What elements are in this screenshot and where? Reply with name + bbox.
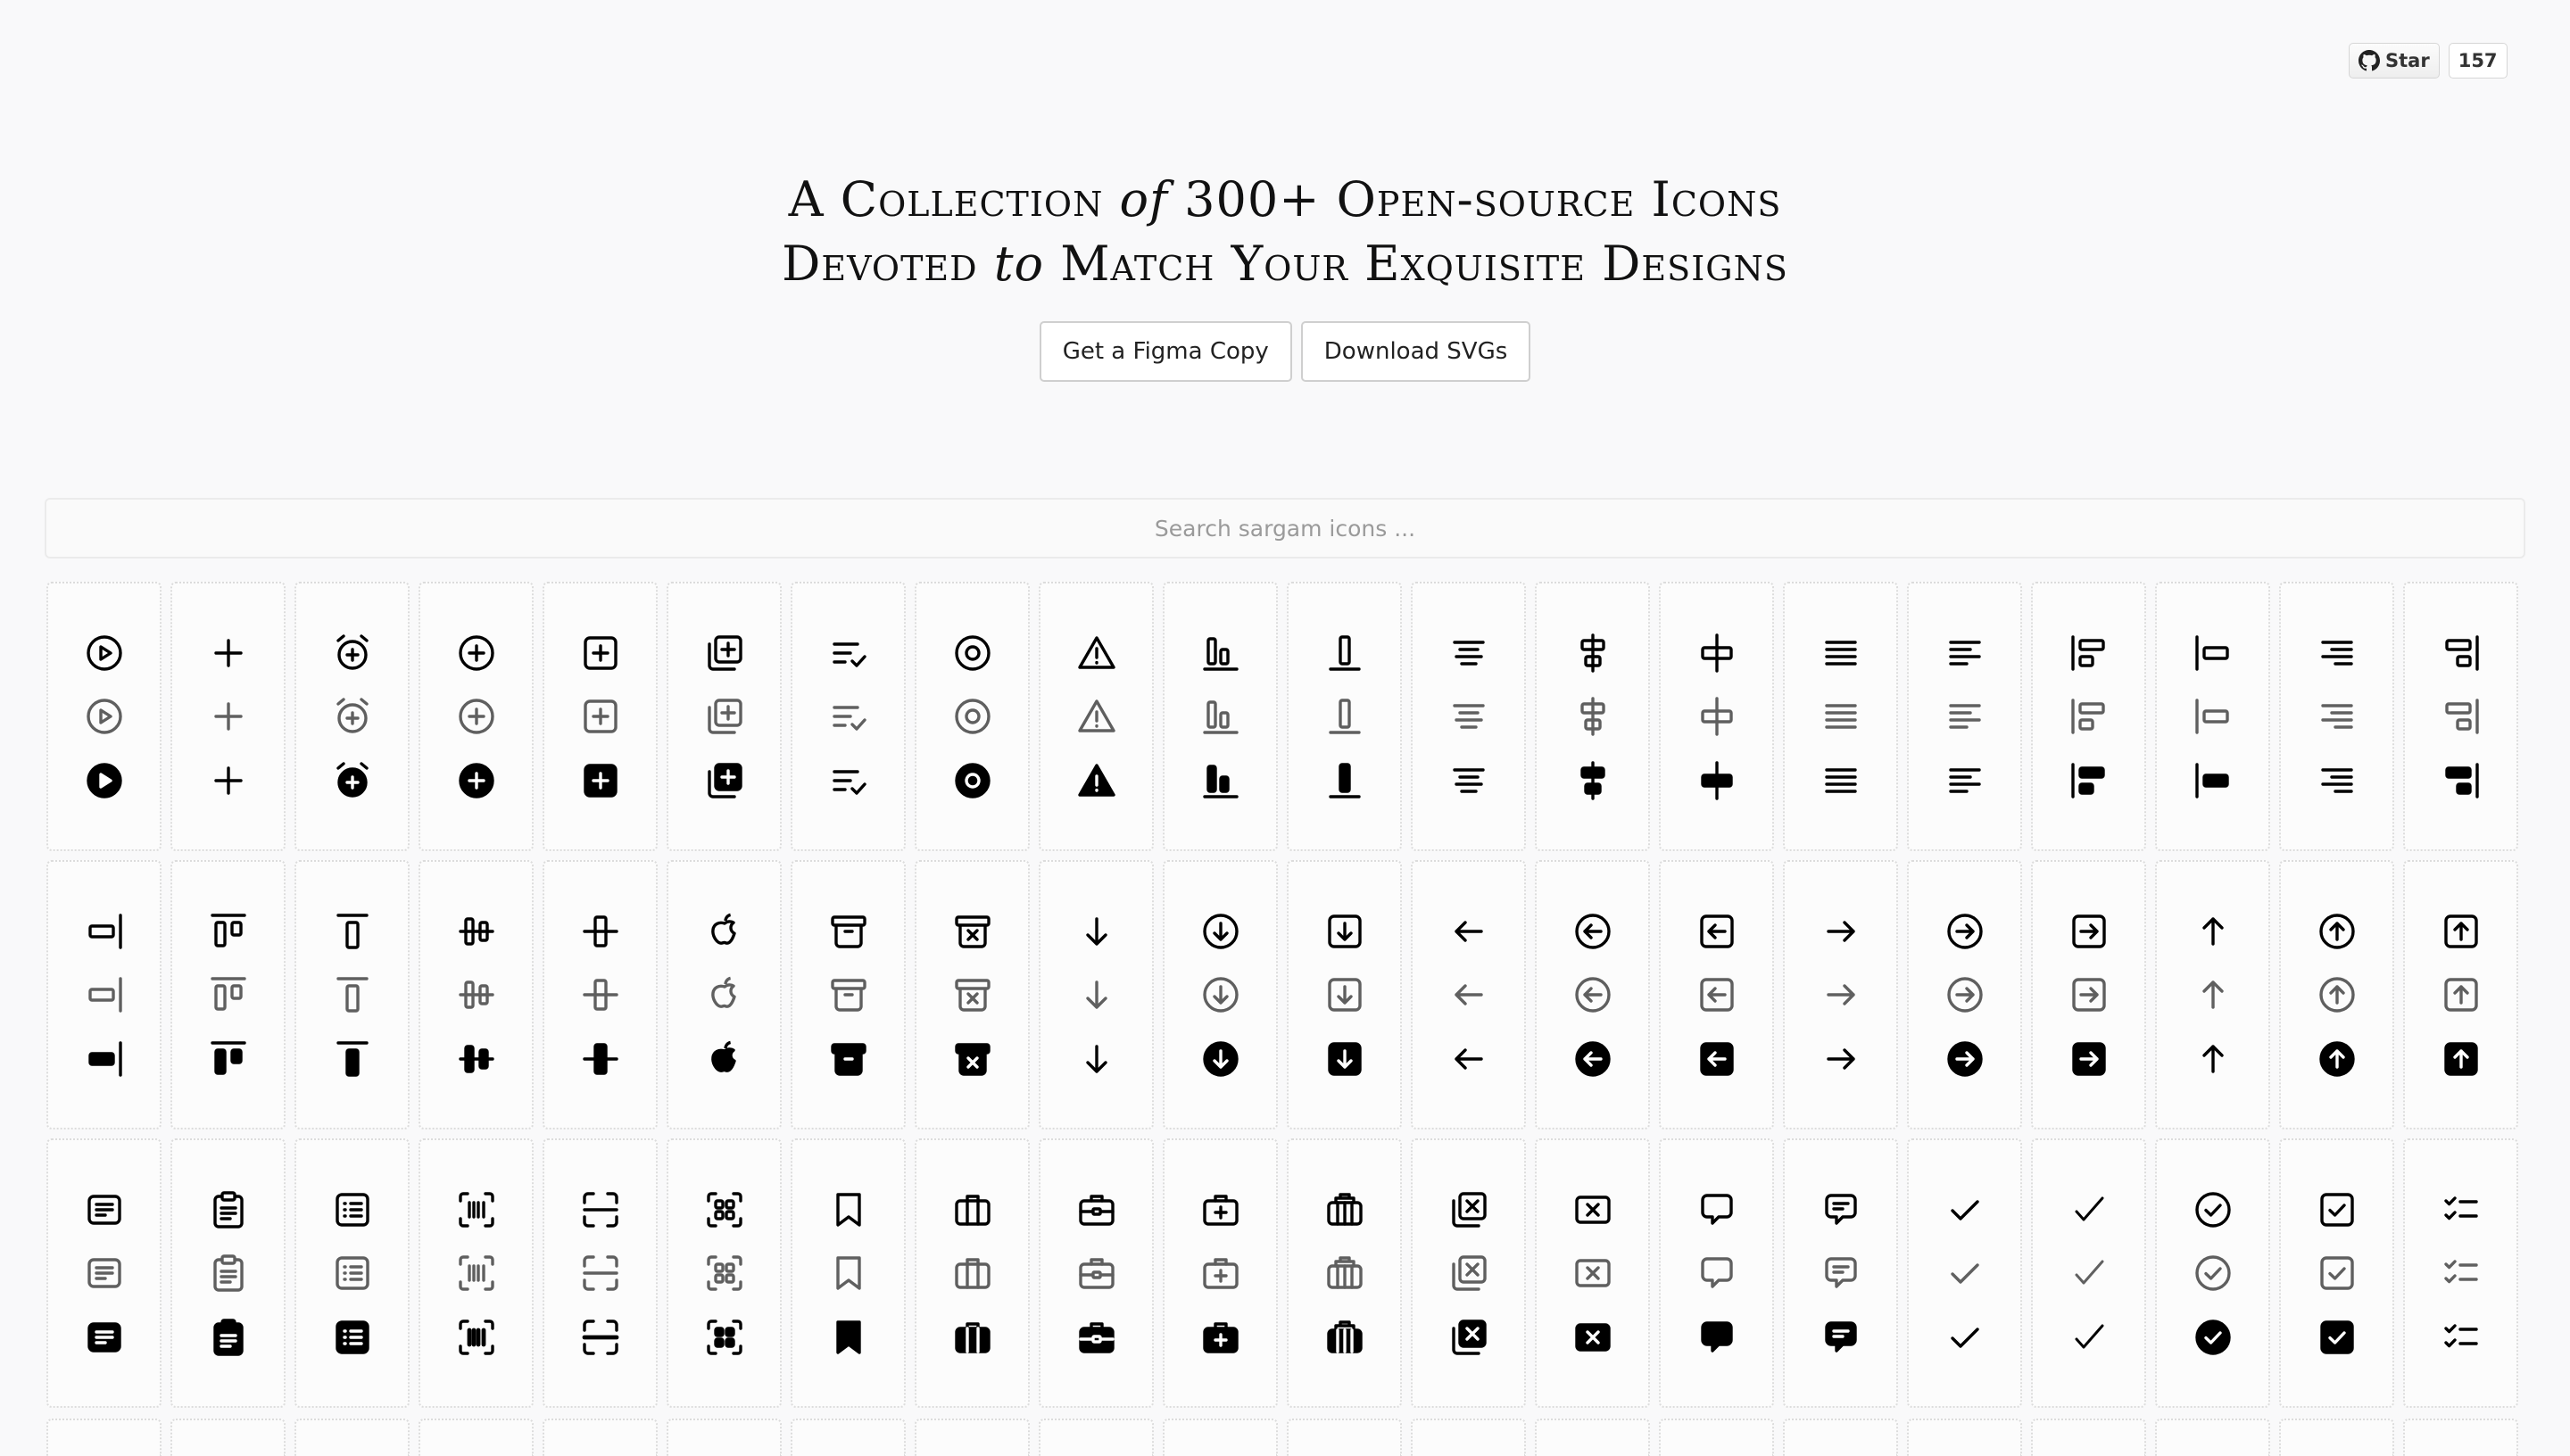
- arrow-right-square-icon: [2068, 910, 2110, 953]
- search-input[interactable]: [45, 498, 2525, 558]
- archive-icon: [827, 1038, 870, 1080]
- icon-card-align-bottom[interactable]: [1287, 582, 1402, 851]
- icon-card-copy-x[interactable]: [1411, 1138, 1526, 1408]
- icon-card-partial[interactable]: [2279, 1419, 2394, 1456]
- message-text-icon: [83, 1316, 126, 1359]
- icon-card-partial[interactable]: [294, 1419, 410, 1456]
- chat-bubble-icon: [1695, 1316, 1738, 1359]
- icon-card-arrow-left-circle[interactable]: [1535, 860, 1650, 1129]
- close-square-icon: [1571, 1188, 1614, 1231]
- align-right-bar-icon: [83, 1038, 126, 1080]
- briefcase-plus-icon: [1199, 1252, 1242, 1295]
- briefcase-2-icon: [1075, 1188, 1118, 1231]
- align-top-bars-icon: [207, 973, 250, 1016]
- check-circle-icon: [2192, 1316, 2234, 1359]
- align-right-bar-icon: [83, 973, 126, 1016]
- chat-text-icon: [1820, 1252, 1862, 1295]
- icon-card-align-justify[interactable]: [1783, 582, 1898, 851]
- check-square-icon: [2316, 1252, 2359, 1295]
- icon-card-partial[interactable]: [1411, 1419, 1526, 1456]
- arrow-left-circle-icon: [1571, 1038, 1614, 1080]
- copy-x-icon: [1447, 1252, 1490, 1295]
- align-right-icon: [2316, 632, 2359, 674]
- page-headline: [0, 168, 2570, 296]
- align-left-bar-icon: [2192, 632, 2234, 674]
- arrow-up-icon: [2192, 910, 2234, 953]
- action-buttons: [0, 321, 2570, 382]
- message-text-icon: [83, 1252, 126, 1295]
- archive-x-icon: [951, 1038, 994, 1080]
- briefcase-icon: [951, 1252, 994, 1295]
- arrow-left-icon: [1447, 1038, 1490, 1080]
- icon-card-archive[interactable]: [791, 860, 906, 1129]
- icon-card-briefcase[interactable]: [915, 1138, 1030, 1408]
- warning-icon: [1075, 759, 1118, 802]
- icon-card-align-left-bars[interactable]: [2031, 582, 2146, 851]
- target-icon: [951, 759, 994, 802]
- align-right-bars-icon: [2440, 759, 2483, 802]
- arrow-down-icon: [1075, 973, 1118, 1016]
- icon-card-align-right-bar[interactable]: [46, 860, 162, 1129]
- icon-card-partial[interactable]: [543, 1419, 658, 1456]
- scan-icon: [579, 1188, 622, 1231]
- icon-card-partial[interactable]: [1287, 1419, 1402, 1456]
- plus-circle-icon: [455, 759, 498, 802]
- play-circle-icon: [83, 759, 126, 802]
- icon-card-align-top-bars[interactable]: [170, 860, 286, 1129]
- align-v-center-icon: [579, 910, 622, 953]
- align-bottom-icon: [1323, 695, 1366, 738]
- bar-chart-icon: [1199, 632, 1242, 674]
- icon-card-arrow-left[interactable]: [1411, 860, 1526, 1129]
- checklist-icon: [2440, 1316, 2483, 1359]
- arrow-right-square-icon: [2068, 1038, 2110, 1080]
- bookmark-icon: [827, 1252, 870, 1295]
- clipboard-icon: [207, 1188, 250, 1231]
- align-justify-icon: [1820, 695, 1862, 738]
- align-h-center-icon: [1695, 695, 1738, 738]
- icon-card-align-right[interactable]: [2279, 582, 2394, 851]
- arrow-right-icon: [1820, 910, 1862, 953]
- bar-chart-icon: [1199, 695, 1242, 738]
- copy-x-icon: [1447, 1188, 1490, 1231]
- icon-card-briefcase-stack[interactable]: [1287, 1138, 1402, 1408]
- arrow-down-icon: [1075, 1038, 1118, 1080]
- icon-card-partial[interactable]: [1783, 1419, 1898, 1456]
- icon-card-partial[interactable]: [791, 1419, 906, 1456]
- icon-card-alarm-plus[interactable]: [294, 582, 410, 851]
- list-card-icon: [331, 1316, 374, 1359]
- arrow-right-icon: [1820, 973, 1862, 1016]
- arrow-down-circle-icon: [1199, 910, 1242, 953]
- icon-card-align-v-center-pair[interactable]: [1535, 582, 1650, 851]
- icon-card-align-v-center[interactable]: [543, 860, 658, 1129]
- check-icon: [1944, 1188, 1986, 1231]
- align-v-center-icon: [579, 973, 622, 1016]
- align-right-bars-icon: [2440, 632, 2483, 674]
- arrow-up-circle-icon: [2316, 1038, 2359, 1080]
- arrow-up-circle-icon: [2316, 973, 2359, 1016]
- arrow-up-square-icon: [2440, 973, 2483, 1016]
- icon-card-arrow-left-square[interactable]: [1659, 860, 1774, 1129]
- icon-card-partial[interactable]: [419, 1419, 534, 1456]
- briefcase-icon: [951, 1188, 994, 1231]
- arrow-left-square-icon: [1695, 1038, 1738, 1080]
- arrow-down-square-icon: [1323, 1038, 1366, 1080]
- icon-card-align-top-bar[interactable]: [294, 860, 410, 1129]
- close-square-icon: [1571, 1252, 1614, 1295]
- align-bottom-icon: [1323, 759, 1366, 802]
- figma-copy-button[interactable]: Get a Figma Copy: [1040, 321, 1292, 382]
- icon-card-partial[interactable]: [1907, 1419, 2022, 1456]
- headline-2b: to: [993, 236, 1045, 292]
- alarm-plus-icon: [331, 632, 374, 674]
- align-right-bars-icon: [2440, 695, 2483, 738]
- briefcase-plus-icon: [1199, 1316, 1242, 1359]
- copy-plus-icon: [703, 632, 746, 674]
- icon-card-partial[interactable]: [667, 1419, 782, 1456]
- briefcase-stack-icon: [1323, 1316, 1366, 1359]
- barcode-icon: [455, 1252, 498, 1295]
- checklist-icon: [2440, 1188, 2483, 1231]
- icon-card-qr-scan[interactable]: [667, 1138, 782, 1408]
- qr-scan-icon: [703, 1188, 746, 1231]
- barcode-icon: [455, 1316, 498, 1359]
- icon-card-arrow-up[interactable]: [2155, 860, 2270, 1129]
- headline-1b: of: [1119, 171, 1168, 228]
- arrow-up-icon: [2192, 1038, 2234, 1080]
- align-justify-icon: [1820, 632, 1862, 674]
- check-square-icon: [2316, 1188, 2359, 1231]
- align-left-icon: [1944, 695, 1986, 738]
- list-card-icon: [331, 1188, 374, 1231]
- bookmark-icon: [827, 1316, 870, 1359]
- icon-card-check-light[interactable]: [2031, 1138, 2146, 1408]
- icon-card-plus-circle[interactable]: [419, 582, 534, 851]
- arrow-down-icon: [1075, 910, 1118, 953]
- qr-scan-icon: [703, 1316, 746, 1359]
- arrow-up-icon: [2192, 973, 2234, 1016]
- icon-card-check-circle[interactable]: [2155, 1138, 2270, 1408]
- icon-card-target[interactable]: [915, 582, 1030, 851]
- arrow-left-circle-icon: [1571, 973, 1614, 1016]
- icon-card-play-circle[interactable]: [46, 582, 162, 851]
- headline-line-1: [0, 168, 2570, 232]
- icon-card-partial[interactable]: [1659, 1419, 1774, 1456]
- icon-card-align-h-center[interactable]: [1659, 582, 1774, 851]
- arrow-right-circle-icon: [1944, 910, 1986, 953]
- arrow-down-circle-icon: [1199, 1038, 1242, 1080]
- align-v-center-pair-icon: [1571, 759, 1614, 802]
- align-left-icon: [1944, 632, 1986, 674]
- icon-card-align-right-bars[interactable]: [2403, 582, 2518, 851]
- github-star-button[interactable]: [2349, 43, 2440, 79]
- align-right-icon: [2316, 759, 2359, 802]
- icon-card-arrow-down[interactable]: [1039, 860, 1154, 1129]
- icon-card-arrow-right[interactable]: [1783, 860, 1898, 1129]
- clipboard-icon: [207, 1316, 250, 1359]
- target-icon: [951, 632, 994, 674]
- check-icon: [1944, 1252, 1986, 1295]
- icon-card-plus-square[interactable]: [543, 582, 658, 851]
- align-top-bar-icon: [331, 973, 374, 1016]
- align-v-distribute-icon: [455, 973, 498, 1016]
- align-left-bars-icon: [2068, 759, 2110, 802]
- plus-square-icon: [579, 632, 622, 674]
- copy-plus-icon: [703, 695, 746, 738]
- align-left-bars-icon: [2068, 632, 2110, 674]
- icon-card-arrow-down-circle[interactable]: [1163, 860, 1278, 1129]
- icon-card-bookmark[interactable]: [791, 1138, 906, 1408]
- icon-card-arrow-right-circle[interactable]: [1907, 860, 2022, 1129]
- align-v-center-pair-icon: [1571, 632, 1614, 674]
- align-h-center-icon: [1695, 632, 1738, 674]
- align-center-icon: [1447, 632, 1490, 674]
- scan-icon: [579, 1316, 622, 1359]
- list-card-icon: [331, 1252, 374, 1295]
- briefcase-icon: [951, 1316, 994, 1359]
- align-v-distribute-icon: [455, 910, 498, 953]
- arrow-right-icon: [1820, 1038, 1862, 1080]
- align-justify-icon: [1820, 759, 1862, 802]
- chat-text-icon: [1820, 1188, 1862, 1231]
- github-star-count[interactable]: 157: [2449, 43, 2508, 79]
- align-h-center-icon: [1695, 759, 1738, 802]
- check-circle-icon: [2192, 1252, 2234, 1295]
- play-circle-icon: [83, 632, 126, 674]
- icon-card-archive-x[interactable]: [915, 860, 1030, 1129]
- icon-card-partial[interactable]: [1163, 1419, 1278, 1456]
- align-center-icon: [1447, 695, 1490, 738]
- icon-card-partial[interactable]: [1039, 1419, 1154, 1456]
- arrow-down-circle-icon: [1199, 973, 1242, 1016]
- icon-card-check[interactable]: [1907, 1138, 2022, 1408]
- target-icon: [951, 695, 994, 738]
- icon-card-arrow-up-square[interactable]: [2403, 860, 2518, 1129]
- icon-card-arrow-right-square[interactable]: [2031, 860, 2146, 1129]
- arrow-down-square-icon: [1323, 910, 1366, 953]
- icon-card-scan[interactable]: [543, 1138, 658, 1408]
- icon-grid-next-row: [46, 1419, 2524, 1456]
- check-icon: [1944, 1316, 1986, 1359]
- align-top-bars-icon: [207, 1038, 250, 1080]
- briefcase-2-icon: [1075, 1316, 1118, 1359]
- list-check-icon: [827, 695, 870, 738]
- archive-x-icon: [951, 910, 994, 953]
- headline-2c: Match Your Exquisite Designs: [1044, 236, 1788, 292]
- icon-card-clipboard[interactable]: [170, 1138, 286, 1408]
- copy-plus-icon: [703, 759, 746, 802]
- align-top-bar-icon: [331, 910, 374, 953]
- briefcase-stack-icon: [1323, 1188, 1366, 1231]
- arrow-up-square-icon: [2440, 1038, 2483, 1080]
- icon-card-arrow-down-square[interactable]: [1287, 860, 1402, 1129]
- chat-text-icon: [1820, 1316, 1862, 1359]
- align-v-center-pair-icon: [1571, 695, 1614, 738]
- icon-card-partial[interactable]: [915, 1419, 1030, 1456]
- icon-card-apple[interactable]: [667, 860, 782, 1129]
- archive-icon: [827, 910, 870, 953]
- plus-icon: [207, 759, 250, 802]
- icon-card-chat-text[interactable]: [1783, 1138, 1898, 1408]
- plus-square-icon: [579, 695, 622, 738]
- arrow-right-square-icon: [2068, 973, 2110, 1016]
- icon-card-barcode[interactable]: [419, 1138, 534, 1408]
- icon-card-arrow-up-circle[interactable]: [2279, 860, 2394, 1129]
- briefcase-stack-icon: [1323, 1252, 1366, 1295]
- plus-icon: [207, 695, 250, 738]
- headline-line-2: [0, 232, 2570, 296]
- arrow-up-circle-icon: [2316, 910, 2359, 953]
- close-square-icon: [1571, 1316, 1614, 1359]
- message-text-icon: [83, 1188, 126, 1231]
- apple-icon: [703, 973, 746, 1016]
- arrow-left-icon: [1447, 910, 1490, 953]
- align-top-bars-icon: [207, 910, 250, 953]
- align-left-icon: [1944, 759, 1986, 802]
- archive-x-icon: [951, 973, 994, 1016]
- icon-card-list-check[interactable]: [791, 582, 906, 851]
- icon-card-partial[interactable]: [1535, 1419, 1650, 1456]
- github-star-label: Star: [2385, 50, 2430, 71]
- plus-icon: [207, 632, 250, 674]
- qr-scan-icon: [703, 1252, 746, 1295]
- check-square-icon: [2316, 1316, 2359, 1359]
- icon-card-plus[interactable]: [170, 582, 286, 851]
- align-top-bar-icon: [331, 1038, 374, 1080]
- icon-card-close-square[interactable]: [1535, 1138, 1650, 1408]
- alarm-plus-icon: [331, 759, 374, 802]
- icon-card-align-left-bar[interactable]: [2155, 582, 2270, 851]
- icon-card-partial[interactable]: [2155, 1419, 2270, 1456]
- icon-card-bar-chart[interactable]: [1163, 582, 1278, 851]
- bar-chart-icon: [1199, 759, 1242, 802]
- download-svgs-button[interactable]: Download SVGs: [1301, 321, 1531, 382]
- icon-card-briefcase-2[interactable]: [1039, 1138, 1154, 1408]
- icon-card-align-left[interactable]: [1907, 582, 2022, 851]
- icon-card-message-text[interactable]: [46, 1138, 162, 1408]
- align-bottom-icon: [1323, 632, 1366, 674]
- align-left-bar-icon: [2192, 759, 2234, 802]
- icon-card-align-v-distribute[interactable]: [419, 860, 534, 1129]
- chat-bubble-icon: [1695, 1252, 1738, 1295]
- arrow-right-circle-icon: [1944, 973, 1986, 1016]
- chat-bubble-icon: [1695, 1188, 1738, 1231]
- align-right-bar-icon: [83, 910, 126, 953]
- plus-square-icon: [579, 759, 622, 802]
- arrow-up-square-icon: [2440, 910, 2483, 953]
- align-left-bar-icon: [2192, 695, 2234, 738]
- arrow-left-icon: [1447, 973, 1490, 1016]
- copy-x-icon: [1447, 1316, 1490, 1359]
- bookmark-icon: [827, 1188, 870, 1231]
- apple-icon: [703, 910, 746, 953]
- arrow-right-circle-icon: [1944, 1038, 1986, 1080]
- headline-1c: 300+ Open-source Icons: [1167, 171, 1782, 228]
- github-widget: [2349, 43, 2508, 79]
- check-light-icon: [2068, 1316, 2110, 1359]
- icon-card-warning[interactable]: [1039, 582, 1154, 851]
- warning-icon: [1075, 695, 1118, 738]
- play-circle-icon: [83, 695, 126, 738]
- arrow-left-square-icon: [1695, 973, 1738, 1016]
- github-icon: [2359, 50, 2380, 71]
- check-light-icon: [2068, 1188, 2110, 1231]
- check-circle-icon: [2192, 1188, 2234, 1231]
- clipboard-icon: [207, 1252, 250, 1295]
- headline-2a: Devoted: [782, 236, 994, 292]
- scan-icon: [579, 1252, 622, 1295]
- check-light-icon: [2068, 1252, 2110, 1295]
- headline-1a: A Collection: [788, 171, 1120, 228]
- icon-card-align-center[interactable]: [1411, 582, 1526, 851]
- list-check-icon: [827, 632, 870, 674]
- alarm-plus-icon: [331, 695, 374, 738]
- align-right-icon: [2316, 695, 2359, 738]
- icon-card-list-card[interactable]: [294, 1138, 410, 1408]
- arrow-down-square-icon: [1323, 973, 1366, 1016]
- archive-icon: [827, 973, 870, 1016]
- arrow-left-square-icon: [1695, 910, 1738, 953]
- icon-card-partial[interactable]: [46, 1419, 162, 1456]
- icon-card-check-square[interactable]: [2279, 1138, 2394, 1408]
- arrow-left-circle-icon: [1571, 910, 1614, 953]
- align-v-center-icon: [579, 1038, 622, 1080]
- briefcase-plus-icon: [1199, 1188, 1242, 1231]
- plus-circle-icon: [455, 695, 498, 738]
- align-v-distribute-icon: [455, 1038, 498, 1080]
- barcode-icon: [455, 1188, 498, 1231]
- warning-icon: [1075, 632, 1118, 674]
- icon-card-checklist[interactable]: [2403, 1138, 2518, 1408]
- icon-card-chat-bubble[interactable]: [1659, 1138, 1774, 1408]
- apple-icon: [703, 1038, 746, 1080]
- icon-card-partial[interactable]: [2031, 1419, 2146, 1456]
- align-center-icon: [1447, 759, 1490, 802]
- icon-grid: [46, 582, 2524, 1408]
- checklist-icon: [2440, 1252, 2483, 1295]
- icon-card-copy-plus[interactable]: [667, 582, 782, 851]
- plus-circle-icon: [455, 632, 498, 674]
- list-check-icon: [827, 759, 870, 802]
- briefcase-2-icon: [1075, 1252, 1118, 1295]
- align-left-bars-icon: [2068, 695, 2110, 738]
- icon-card-partial[interactable]: [2403, 1419, 2518, 1456]
- icon-card-briefcase-plus[interactable]: [1163, 1138, 1278, 1408]
- icon-card-partial[interactable]: [170, 1419, 286, 1456]
